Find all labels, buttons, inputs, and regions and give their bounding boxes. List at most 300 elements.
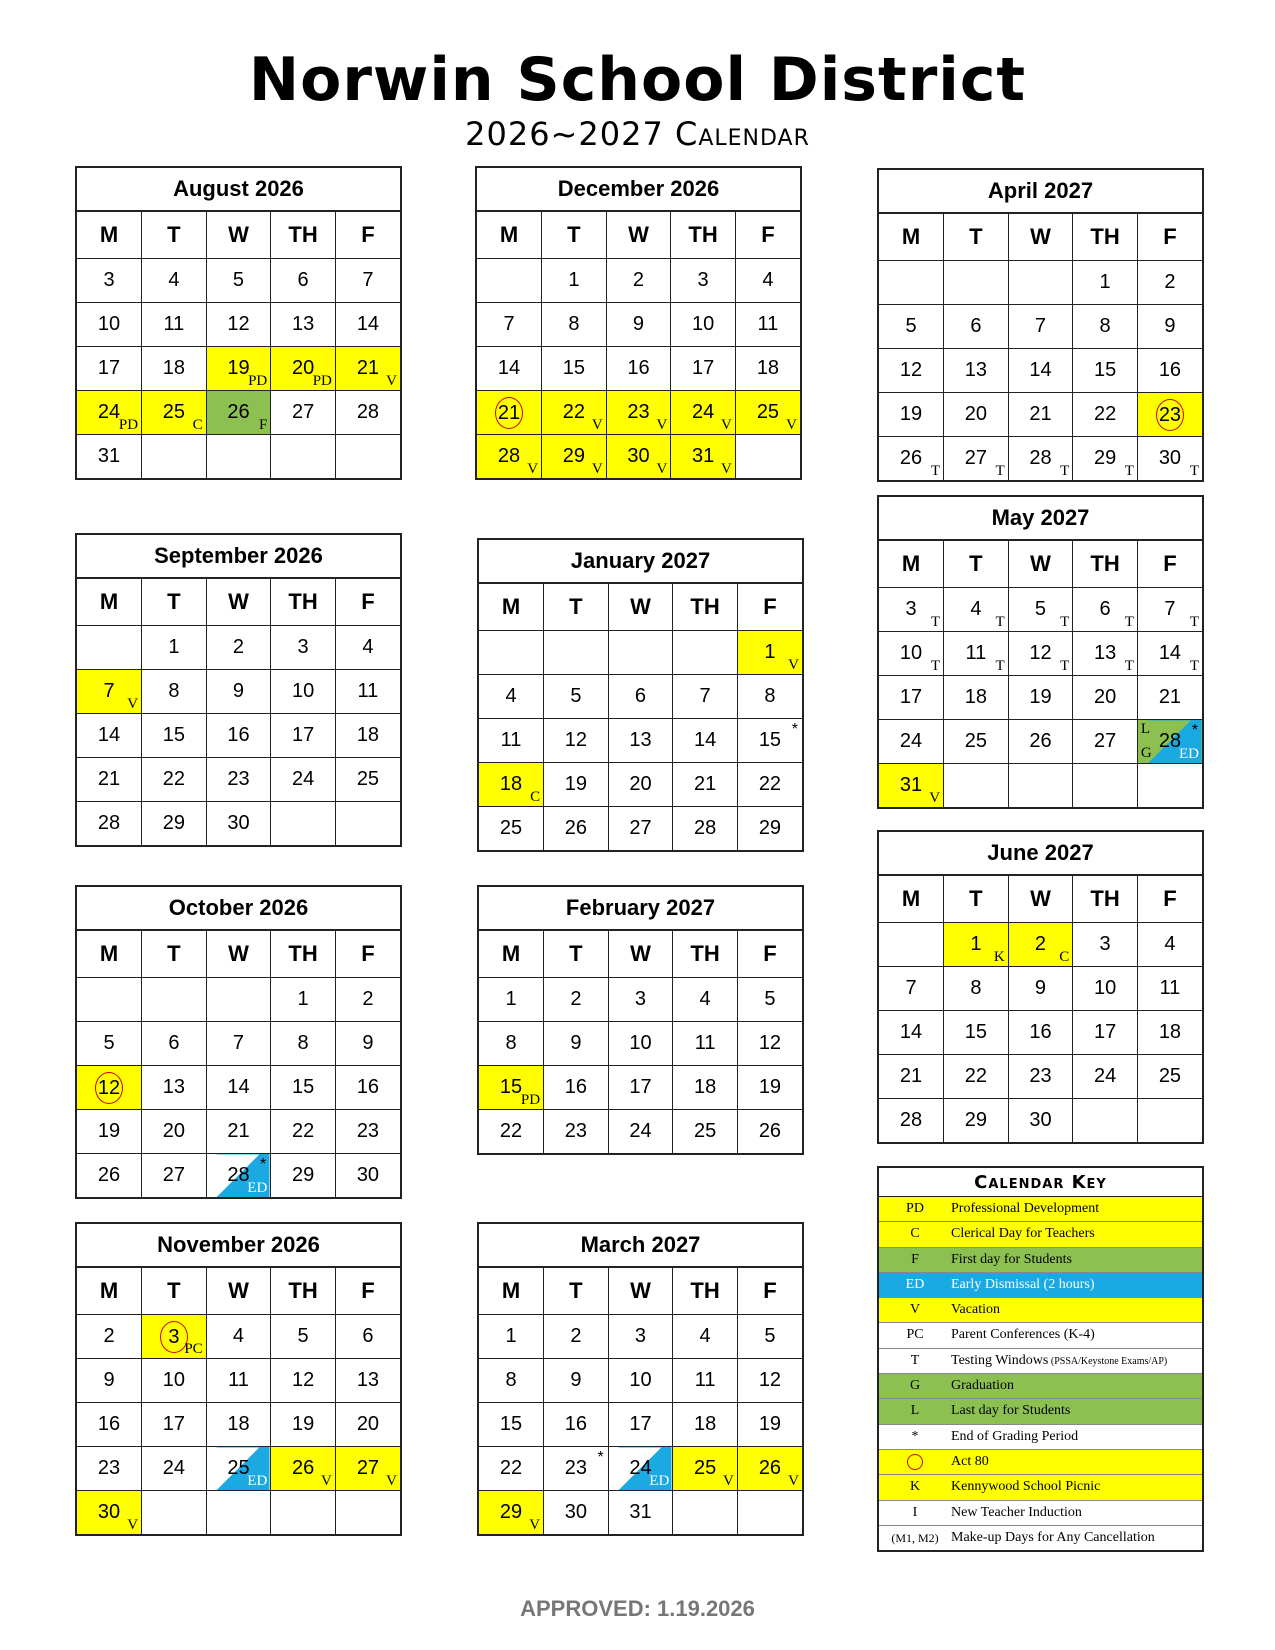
day-number: 8 (297, 1032, 309, 1054)
empty-cell (271, 802, 336, 846)
weekday-header: TH (673, 584, 738, 631)
empty-cell (944, 764, 1009, 808)
day-code: PC (184, 1341, 203, 1357)
day-number: 18 (964, 686, 988, 708)
day-cell (879, 305, 944, 349)
day-cell (608, 1110, 673, 1154)
day-number: 15 (162, 724, 186, 746)
day-cell (944, 1011, 1009, 1055)
day-number: 7 (699, 685, 711, 707)
day-number: 5 (103, 1032, 115, 1054)
day-cell (671, 259, 736, 303)
day-number: 30 (227, 812, 250, 834)
day-number: 15 (1093, 359, 1117, 381)
day-number: 30 (1029, 1109, 1052, 1131)
day-number: 1 (970, 933, 982, 955)
day-cell (1137, 437, 1202, 481)
weekday-header: TH (1073, 541, 1138, 588)
day-cell (77, 1022, 142, 1066)
weekday-header: T (544, 1268, 609, 1315)
calendar-subtitle: 2026~2027 Calendar (465, 115, 810, 153)
day-code-last-day: L (1140, 721, 1151, 737)
day-cell (944, 1055, 1009, 1099)
key-row (879, 1398, 1202, 1423)
day-number: 30 (627, 445, 650, 467)
day-cell (544, 763, 609, 807)
day-number: 7 (362, 269, 374, 291)
empty-cell (1008, 261, 1073, 305)
key-description: Graduation (951, 1378, 1014, 1394)
day-number: 28 (356, 401, 380, 423)
weekday-header: F (737, 931, 802, 978)
day-cell (879, 1011, 944, 1055)
month-mar (477, 1222, 804, 1536)
day-cell (673, 1359, 738, 1403)
day-number: 14 (97, 724, 121, 746)
day-number: 22 (162, 768, 186, 790)
day-number: 27 (1093, 730, 1117, 752)
act80-circled-day: 3 (160, 1321, 188, 1353)
day-number: 9 (570, 1032, 582, 1054)
day-cell (1073, 588, 1138, 632)
day-cell (479, 1110, 544, 1154)
month-dec (475, 166, 802, 480)
day-number: 15 (758, 729, 782, 751)
day-number: 23 (227, 768, 250, 790)
day-number: 21 (899, 1065, 923, 1087)
day-cell (1073, 923, 1138, 967)
day-code: V (527, 461, 539, 477)
day-number: 27 (629, 817, 652, 839)
day-number: 28 (1158, 730, 1182, 752)
day-cell (77, 391, 142, 435)
day-cell (206, 1154, 271, 1198)
day-code: V (786, 417, 797, 433)
day-number: 22 (964, 1065, 988, 1087)
grading-period-star: * (597, 1449, 604, 1466)
key-row (879, 1449, 1202, 1474)
day-cell (206, 347, 271, 391)
day-code: V (591, 461, 603, 477)
day-number: 6 (970, 315, 982, 337)
day-cell (1137, 393, 1202, 437)
key-code: C (910, 1226, 920, 1242)
day-number: 28 (497, 445, 521, 467)
day-code: ED (247, 1180, 268, 1196)
day-cell (335, 347, 400, 391)
month-jun (877, 830, 1204, 1144)
day-code: V (721, 461, 732, 477)
day-number: 13 (629, 729, 652, 751)
day-cell (944, 349, 1009, 393)
empty-cell (1073, 1099, 1138, 1143)
week-row (77, 303, 400, 347)
day-cell (544, 719, 609, 763)
day-number: 8 (764, 685, 776, 707)
day-number: 23 (356, 1120, 380, 1142)
day-code-graduation: G (1140, 745, 1152, 761)
key-row (879, 1525, 1202, 1550)
day-cell (1073, 349, 1138, 393)
day-cell (1008, 632, 1073, 676)
day-cell (944, 720, 1009, 764)
day-number: 24 (899, 730, 923, 752)
week-row (77, 435, 400, 479)
day-number: 20 (291, 357, 315, 379)
weekday-header: T (544, 584, 609, 631)
empty-cell (479, 631, 544, 675)
day-number: 11 (965, 642, 987, 664)
weekday-header: TH (1073, 214, 1138, 261)
day-cell (335, 1403, 400, 1447)
day-code: T (1189, 658, 1199, 674)
day-number: 26 (564, 817, 588, 839)
day-cell (271, 978, 336, 1022)
day-number: 10 (629, 1032, 652, 1054)
day-cell (879, 1099, 944, 1143)
day-cell (673, 763, 738, 807)
day-cell (477, 303, 542, 347)
day-cell (77, 714, 142, 758)
day-number: 25 (227, 1457, 250, 1479)
day-cell (206, 714, 271, 758)
week-row (479, 1359, 802, 1403)
day-cell (335, 1315, 400, 1359)
day-cell (1073, 261, 1138, 305)
day-number: 27 (162, 1164, 186, 1186)
week-row (77, 259, 400, 303)
day-number: 16 (627, 357, 650, 379)
day-number: 14 (497, 357, 521, 379)
day-cell (77, 1359, 142, 1403)
weekday-header: F (335, 931, 400, 978)
day-number: 18 (162, 357, 186, 379)
circle-icon (907, 1454, 923, 1470)
week-row (479, 631, 802, 675)
day-cell (77, 1315, 142, 1359)
day-number: 7 (232, 1032, 245, 1054)
day-code: T (1060, 463, 1070, 479)
day-cell (735, 347, 800, 391)
day-code: K (993, 949, 1005, 965)
day-cell (1008, 393, 1073, 437)
day-cell (944, 437, 1009, 481)
day-number: 8 (1099, 315, 1111, 337)
key-row (879, 1373, 1202, 1398)
key-row (879, 1500, 1202, 1525)
day-number: 21 (1029, 403, 1052, 425)
day-number: 14 (227, 1076, 250, 1098)
day-number: 12 (291, 1369, 315, 1391)
day-number: 22 (1093, 403, 1117, 425)
day-number: 12 (564, 729, 588, 751)
day-number: 29 (162, 812, 186, 834)
day-code: V (788, 1473, 799, 1489)
day-number: 3 (103, 269, 115, 291)
weekday-header: F (335, 1268, 400, 1315)
day-number: 17 (97, 357, 121, 379)
day-number: 17 (691, 357, 715, 379)
day-cell (77, 1403, 142, 1447)
day-code: T (930, 463, 941, 479)
day-number: 9 (632, 313, 645, 335)
day-cell (335, 1066, 400, 1110)
day-number: 24 (162, 1457, 186, 1479)
day-number: 26 (758, 1120, 782, 1142)
day-cell (206, 670, 271, 714)
week-row (77, 1359, 400, 1403)
day-number: 31 (899, 774, 923, 796)
day-number: 3 (634, 988, 647, 1010)
day-number: 1 (764, 641, 776, 663)
day-cell (271, 626, 336, 670)
weekday-header: M (879, 876, 944, 923)
empty-cell (879, 261, 944, 305)
day-number: 5 (764, 1325, 776, 1347)
week-row (879, 720, 1202, 764)
week-row (879, 1055, 1202, 1099)
day-cell (77, 1066, 142, 1110)
weekday-header: W (608, 931, 673, 978)
day-number: 24 (97, 401, 121, 423)
day-cell (542, 435, 607, 479)
day-code: T (1124, 463, 1134, 479)
empty-cell (735, 435, 800, 479)
empty-cell (673, 1491, 738, 1535)
day-number: 21 (693, 773, 717, 795)
week-row (879, 764, 1202, 808)
day-number: 27 (964, 447, 988, 469)
week-row (879, 923, 1202, 967)
weekday-header: T (142, 212, 207, 259)
month-sep (75, 533, 402, 847)
day-number: 17 (629, 1076, 652, 1098)
key-description: New Teacher Induction (951, 1504, 1082, 1520)
day-code: T (1060, 658, 1070, 674)
day-number: 10 (629, 1369, 652, 1391)
day-cell (142, 1066, 207, 1110)
day-cell (737, 978, 802, 1022)
day-number: 27 (291, 401, 315, 423)
day-cell (335, 626, 400, 670)
day-number: 6 (362, 1325, 374, 1347)
week-row (477, 391, 800, 435)
empty-cell (737, 1491, 802, 1535)
day-number: 16 (227, 724, 250, 746)
weekday-header: TH (271, 212, 336, 259)
day-cell (944, 305, 1009, 349)
day-cell (542, 391, 607, 435)
key-code: PC (906, 1327, 924, 1343)
day-cell (142, 1403, 207, 1447)
key-row (879, 1247, 1202, 1272)
day-number: 7 (503, 313, 515, 335)
day-number: 14 (693, 729, 717, 751)
day-cell (206, 391, 271, 435)
day-number: 18 (756, 357, 780, 379)
day-number: 4 (1164, 933, 1176, 955)
day-number: 9 (232, 680, 245, 702)
day-number: 1 (168, 636, 180, 658)
key-row (879, 1474, 1202, 1499)
day-cell (608, 763, 673, 807)
day-cell (271, 1154, 336, 1198)
day-cell (142, 758, 207, 802)
day-number: 18 (499, 773, 523, 795)
weekday-header: F (335, 579, 400, 626)
day-cell (673, 1022, 738, 1066)
day-number: 22 (499, 1120, 523, 1142)
day-number: 12 (227, 313, 250, 335)
weekday-header: W (608, 584, 673, 631)
day-cell (142, 1022, 207, 1066)
day-cell (77, 758, 142, 802)
key-description: Kennywood School Picnic (951, 1479, 1101, 1495)
day-cell (479, 1315, 544, 1359)
day-cell (608, 719, 673, 763)
day-number: 27 (356, 1457, 380, 1479)
day-number: 5 (297, 1325, 309, 1347)
week-row (879, 349, 1202, 393)
day-number: 19 (97, 1120, 121, 1142)
day-cell (142, 714, 207, 758)
week-row (479, 1022, 802, 1066)
day-cell (1137, 632, 1202, 676)
day-number: 17 (291, 724, 315, 746)
empty-cell (271, 435, 336, 479)
week-row (479, 675, 802, 719)
weekday-header: M (479, 1268, 544, 1315)
key-code: * (911, 1428, 919, 1444)
day-cell (673, 1066, 738, 1110)
day-cell (606, 347, 671, 391)
weekday-header: T (542, 212, 607, 259)
key-description: Parent Conferences (K-4) (951, 1327, 1095, 1343)
empty-cell (77, 626, 142, 670)
day-cell (1137, 305, 1202, 349)
day-code: C (192, 417, 203, 433)
day-cell (142, 1447, 207, 1491)
day-cell (477, 391, 542, 435)
day-number: 26 (97, 1164, 121, 1186)
day-cell (1008, 437, 1073, 481)
day-cell (673, 1403, 738, 1447)
week-row (479, 763, 802, 807)
day-code: V (656, 417, 668, 433)
weekday-header: M (477, 212, 542, 259)
empty-cell (879, 923, 944, 967)
day-cell (673, 1447, 738, 1491)
day-cell (271, 1403, 336, 1447)
day-code: C (530, 789, 541, 805)
day-number: 28 (693, 817, 717, 839)
day-cell (1073, 720, 1138, 764)
day-cell (271, 1447, 336, 1491)
day-code: T (1189, 614, 1199, 630)
day-cell (335, 758, 400, 802)
weekday-header: W (1008, 214, 1073, 261)
week-row (479, 1110, 802, 1154)
day-cell (142, 626, 207, 670)
day-number: 25 (693, 1457, 717, 1479)
day-cell (479, 675, 544, 719)
day-number: 4 (362, 636, 374, 658)
day-number: 10 (291, 680, 315, 702)
week-row (77, 1315, 400, 1359)
grading-period-star: * (1191, 722, 1198, 739)
day-number: 4 (699, 1325, 711, 1347)
day-number: 23 (627, 401, 650, 423)
weekday-header: F (737, 1268, 802, 1315)
day-code: V (723, 1473, 734, 1489)
empty-cell (142, 1491, 207, 1535)
week-row (77, 1022, 400, 1066)
day-code: V (721, 417, 732, 433)
key-code: T (910, 1352, 920, 1368)
day-cell (1073, 305, 1138, 349)
day-cell (608, 675, 673, 719)
day-cell (206, 303, 271, 347)
empty-cell (1137, 1099, 1202, 1143)
day-cell (608, 1066, 673, 1110)
month-title: March 2027 (479, 1224, 802, 1268)
day-number: 31 (97, 445, 121, 467)
day-code: PD (248, 373, 268, 389)
weekday-header: M (479, 584, 544, 631)
empty-cell (77, 978, 142, 1022)
key-code: G (909, 1378, 921, 1394)
day-cell (1137, 349, 1202, 393)
day-number: 16 (564, 1413, 588, 1435)
day-cell (206, 1315, 271, 1359)
day-number: 15 (499, 1413, 523, 1435)
grading-period-star: * (260, 1156, 267, 1173)
day-cell (77, 435, 142, 479)
day-cell (477, 435, 542, 479)
day-cell (944, 967, 1009, 1011)
day-cell (735, 391, 800, 435)
day-cell (335, 1359, 400, 1403)
day-cell (671, 347, 736, 391)
week-row (879, 393, 1202, 437)
day-cell (542, 259, 607, 303)
day-cell (944, 632, 1009, 676)
week-row (479, 807, 802, 851)
day-cell (606, 259, 671, 303)
week-row (77, 391, 400, 435)
day-cell (544, 1359, 609, 1403)
key-description: Last day for Students (951, 1403, 1071, 1419)
day-number: 11 (500, 729, 522, 751)
day-cell (673, 978, 738, 1022)
act80-circled-day: 21 (495, 397, 523, 429)
day-cell (544, 1066, 609, 1110)
day-cell (271, 1066, 336, 1110)
day-cell (1073, 393, 1138, 437)
day-number: 2 (632, 269, 645, 291)
day-number: 26 (227, 401, 250, 423)
weekday-header: W (206, 212, 271, 259)
day-number: 11 (694, 1369, 716, 1391)
day-cell (335, 1447, 400, 1491)
day-code: C (1059, 949, 1070, 965)
day-number: 3 (697, 269, 709, 291)
month-title: November 2026 (77, 1224, 400, 1268)
week-row (77, 758, 400, 802)
day-cell (944, 676, 1009, 720)
day-number: 9 (103, 1369, 115, 1391)
day-cell (479, 807, 544, 851)
